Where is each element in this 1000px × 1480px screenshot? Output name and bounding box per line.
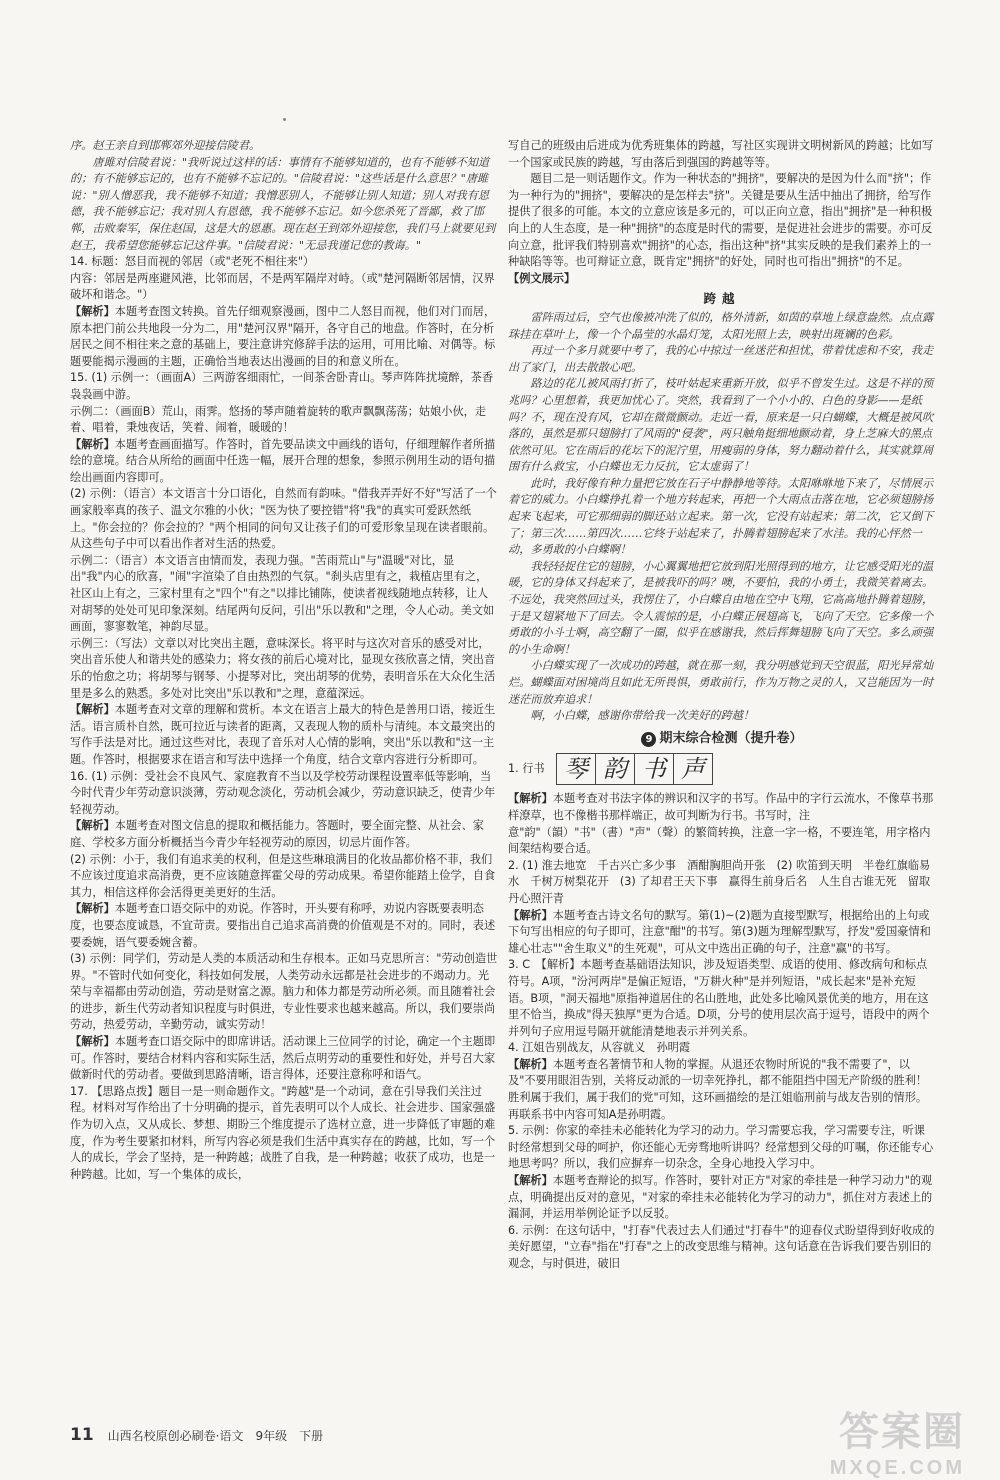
scan-speck: [283, 118, 286, 121]
answer-15-1: 15. (1) 示例一：（画面A）三两游客细雨忙，一间茶舍卧青山。琴声阵阵扰境醉，茶香袅袅画中游。: [70, 371, 494, 401]
paragraph: 写自己的班级由后进成为优秀班集体的跨越，写社区实现讲文明树新风的跨越；比如写一个国家或民族的跨越，写由落后到强国的跨越等等。: [508, 139, 934, 169]
section-title: 期末综合检测（提升卷）: [659, 730, 803, 746]
example-label: 【例文展示】: [508, 271, 576, 285]
answer-15-4: 示例二：（语言）本文语言由情而发，表现力强。"苦雨荒山"与"温暖"对比，显出"我"内心的欣喜，"闹"字渲染了自由热烈的气氛。"刹头店里有之，栽植店里有之，社区山上有之，三家村里有之"四个"有之"以排比铺陈，使读者视线随地点转移，让人对胡琴的处处可见印象深刻。结尾两句反问，引出"乐以教和"之理，令人心动。美文如画面，寥寥数笔，神韵尽显。: [70, 553, 495, 634]
analysis-16b: 【解析】本题考查口语交际中的劝说。作答时，开头要有称呼，劝说内容既要表明态度，也要态度诚恳，不宜苛责。要指出自己追求高消费的价值观是不对的。同时，表述要委婉，语气要委婉含蓄。: [70, 902, 496, 949]
analysis-16: 【解析】本题考查对图文信息的提取和概括能力。答题时，要全面完整、从社会、家庭、学校多方面分析概括当今青少年轻视劳动的原因，切忌片面作答。: [70, 819, 484, 849]
analysis-15: 【解析】本题考查画面描写。作答时，首先要品读文中画线的语句，仔细理解作者所描绘的意境。结合从所给的画面中任选一幅，展开合理的想象，参照示例用生动的语句描绘出画面内容即可。: [70, 437, 496, 484]
essay-title: 跨越: [703, 291, 741, 307]
answer-15-5: 示例三：（写法）文章以对比突出主题，意味深长。将平时与这次对音乐的感受对比，突出音乐使人和谐共处的感染力；将女孩的前后心境对比，显现女孩欣喜之情，突出音乐的怡愈之功；将胡琴与钢琴、小提琴对比，突出胡琴的优势，表明音乐在大众化生活里是多么的熟悉。多处对比突出"乐以教和"之理，意蕴深远。: [70, 636, 496, 700]
essay-paragraph: 我轻轻捉住它的翅膀，小心翼翼地把它放到阳光照得到的地方，让它感受阳光的温暖，它的身体又抖起来了，是被我吓的吗？噢，不要怕，我的小勇士，我微笑着离去。不远处，我突然回过头，我愣住了，小白蝶自由地在空中飞翔，它高高地扑腾着翅膀，于是又翅紧地下了回去。令人震惊的是，小白蝶正展翅高飞，飞向了天空。它多像一个勇敢的小斗士啊，高空翻了一圈，似乎在感谢我，然后挥舞翅膀飞向了天空。多么顽强的小生命啊！: [508, 559, 934, 656]
left-column: [70, 138, 498, 1183]
calligraphy-char: 声: [681, 755, 705, 784]
essay-paragraph: 此时，我好像有种力量把它放在石子中静静地等待。太阳咻咻地下来了，尽情展示着它的威力。小白蝶挣扎着一个地方转起来，再把一个大雨点击落在地，它必须翅膀扬起来飞起来，可它那细弱的脚还站立起来。第一次，它没有站起来；第二次，它又倒下了；第三次……第四次……它终于站起来了，扑腾着翅膀起来了水洼。我的心怦然一动，多勇敢的小白蝶啊！: [508, 476, 934, 557]
calligraphy-box: [556, 753, 713, 785]
translation-paragraph: 序。赵王亲自到邯郸郊外迎接信陵君。: [70, 139, 261, 152]
calligraphy-char: 琴: [557, 754, 596, 784]
answer-14: 14. 标题：怒目而视的邻居（或"老死不相往来"）: [70, 255, 315, 269]
answer-5: 5. 示例：你家的牵挂未必能转化为学习的动力。学习需要忘我，学习需要专注，听课时经常想到父母的呵护，你还能心无旁骛地听讲吗？经常想到父母的叮嘱，你还能专心地思考吗？所以，我们应摒弃一切杂念，全身心地投入学习中。: [508, 1124, 934, 1171]
essay-paragraph: 小白蝶实现了一次成功的跨越，就在那一刻，我分明感觉到天空很蓝，阳光异常灿烂。蝴蝶面对困境尚且如此无所畏惧，勇敢前行，作为万物之灵的人，又岂能因为一时迷茫而放弃追求！: [508, 659, 934, 706]
section-number-badge: 9: [641, 732, 656, 747]
analysis-15b: 【解析】本题考查对文章的理解和赏析。本文在语言上最大的特色是善用口语，接近生活。语言质朴自然，既可拉近与读者的距离，又表现人物的质朴与清纯。本文最突出的写作手法是对比。通过这些对比，表现了音乐对人心情的影响，突出"乐以教和"这一主题。作答时，根据要求在语言和写法中选择一个角度，结合文章内容进行分析即可。: [70, 703, 496, 766]
calligraphy-char: 韵: [596, 754, 635, 784]
analysis-1: 【解析】本题考查对书法字体的辨识和汉字的书写。作品中的字行云流水，不像草书那样潦草，也不像楷书那样端正，故可判断为行书。书写时，注意"韵"（韻）"书"（書）"声"（聲）的繁简转换，注意一字一格，不要连笔，用字格内间架结构要合适。: [508, 792, 934, 856]
watermark-main: 答案圈: [839, 1410, 965, 1454]
answer-6: 6. 示例：在这句话中，"打春"代表过去人们通过"打春牛"的迎春仪式盼望得到好收成的美好愿望，"立春"指在"打春"之上的改变思维与精神。这句话意在告诉我们要告别旧的观念，与时俱进，破旧: [508, 1223, 935, 1270]
analysis-14: 【解析】本题考查图文转换。首先仔细观察漫画，图中二人怒目而视，他们对门而居，原本把门前公共地段一分为二，用"楚河汉界"隔开，各守自己的地盘。作答时，在分析居民之间不相往来之意的基础上，要注意讲究修辞手法的运用，可用比喻、对偶等。标题要能揭示漫画的主题，正确恰当地表达出漫画的目的和意义所在。: [70, 304, 496, 368]
answer-16-3: (3) 示例：同学们，劳动是人类的本质活动和生存根本。正如马克思所言："劳动创造世界。"不管时代如何变化，科技如何发展，人类劳动永远都是社会进步的不竭动力。光荣与幸福都由劳动创造，劳动是财富之源。脑力和体力都是劳动所必须。而且随着社会的进步，新生代劳动者知识程度与时俱进，专业性要求也越来越高。所以，我们要崇尚劳动，热爱劳动，辛勤劳动，诚实劳动！: [70, 952, 498, 1032]
essay-paragraph: 雷阵雨过后，空气也像被冲洗了似的，格外清新，如茵的草地上绿意盎然。点点露珠挂在草叶上，像一个个晶莹的水晶灯笼，太阳光照上去，映射出斑斓的色彩。: [508, 310, 934, 341]
answer-16-2: (2) 示例：小于，我们有追求美的权利，但是这些琳琅满目的化妆品都价格不菲，我们不应该过度追求高消费，更不应该随意挥霍父母的劳动成果。希望你能踏上俭学，自食其力，相信这样你会活得更美更好的生活。: [70, 852, 496, 899]
analysis-4: 【解析】本题考查名著情节和人物的掌握。从退还农物时所说的"我不需要了"，以及"不要用眼泪告别，关将反动派的一切幸死挣扎，都不能阻挡中国无产阶级的胜利！胜利属于我们，属于我们的党"可知，这环画描绘的是江姐临刑前与战友告别的情形。再联系书中内容可知A是孙明霞。: [508, 1057, 928, 1121]
watermark-logo: [830, 1400, 965, 1480]
analysis-2: 【解析】本题考查古诗文名句的默写。第(1)~(2)题为直接型默写，根据给出的上句或下句写出相应的句子即可，注意"酣"的书写。第(3)题为理解型默写，抒发"爱国豪情和雄心壮志""舍生取义"的生死观"，可从文中选出正确的句子，注意"赢"的书写。: [508, 908, 931, 955]
answer-15-3: (2) 示例：（语言）本文语言十分口语化，自然而有韵味。"借我弄弄好不好"写活了一个画家般率真的孩子、温文尔雅的小伙；"医为快了要控错"将"我"的真实可爱跃然纸上。"你会拉的？你会拉的？"两个相同的问句又让孩子们的可爱形象呈现在读者眼前。从这些句子中可以看出作者对生活的热爱。: [70, 487, 497, 551]
calligraphy-char: 书: [635, 754, 674, 784]
essay-paragraph: 再过一个多月就要中考了，我的心中掠过一丝迷茫和担忧，带着忧虑和不安，我走出了家门，出去散散心吧。: [508, 344, 934, 374]
answer-16-1: 16. (1) 示例：受社会不良风气、家庭教育不当以及学校劳动课程设置率低等影响，当今时代青少年劳动意识淡薄，劳动观念淡化，劳动机会减少，劳动意识缺乏，使青少年轻视劳动。: [70, 769, 496, 816]
answer-17: 17. 【思路点拨】题目一是一则命题作文。"跨越"是一个动词，意在引导我们关注过程。材料对写作给出了十分明确的提示，首先表明可以个人成长、社会进步、国家强盛作为切入点，又从成长、梦想、期盼三个维度提示了选材立意，进一步降低了审题的难度，作为考生要紧扣材料，所写内容必须是我们生活中真实存在的跨越，比如，写一个人的成长，学会了坚持，是一种跨越；战胜了自我，是一种跨越；收获了成功，也是一种跨越。比如，写一个集体的成长，: [70, 1084, 496, 1181]
paragraph: 题目二是一则话题作文。作为一种状态的"拥挤"，要解决的是因为什么而"挤"；作为一种行为的"拥挤"，要解决的是怎样去"挤"。关键是要从生活中抽出了拥挤，给写作提供了很多的可能。本文的立意应该是多元的，可以正向立意，指出"拥挤"是一种积极向上的人生态度，是一种"拥挤"的态度是时代的需要，是促进社会进步的需要。亦可反向立意，批评我们特别喜欢"拥挤"的心态，指出这种"挤"其实反映的是我们素养上的一种缺陷等等。也可辩证立意，既肯定"拥挤"的好处，同时也可指出"拥挤"的不足。: [508, 172, 933, 269]
answer-2: 2. (1) 淮去地宽 千古兴亡多少事 酒酣胸胆尚开张 (2) 吹笛到天明 半卷红旗临易水 千树万树梨花开 (3) 了却君王天下事 赢得生前身后名 人生自古谁无死 留取丹心照汗青: [508, 858, 931, 905]
page-number: 11: [70, 1425, 94, 1445]
answer-14-content: 内容：邻居是两座避风港，比邻而居，不是两军隔岸对峙。（或"楚河隔断邻居情，汉界破坏和谐念。"）: [70, 271, 495, 302]
essay-paragraph: 路边的花儿被风雨打折了，枝叶姑起来重新开放，似乎不曾发生过。这是不祥的预兆吗？心里想着，我更加忧心了。突然，我看到了一个小小的、白色的身影——是纸吗？不，现在没有风，它却在微微颤动。走近一看，原来是一只白蝴蝶，大概是被风吹落的，虽然是那只翅膀打了风雨的"侵袭"，两只触角挺细地颤动着，身上芝麻大的黑点依然可见。它在雨后的花坛下的泥泞里，用瘦弱的身体，努力翻动着什么，其实就算周围有什么救宝，小白蝶也无力反抗，它太虚弱了！: [508, 377, 934, 474]
analysis-16c: 【解析】本题考查口语交际中的即席讲话。活动课上三位同学的讨论，确定一个主题即可。作答时，要结合材料内容和实际生活，然后点明劳动的重要性和好处，并号召大家做新时代的劳动者。要做到思路清晰，语言得体，还要注意称呼和语气。: [70, 1035, 496, 1082]
answer-3: 3. C 【解析】本题考查基础语法知识，涉及短语类型、成语的使用、修改病句和标点符号。A项，"汾河两岸"是偏正短语，"万耕火种"是并列短语，"成长起来"是补充短语。B项，"洞天福地"原指神道居住的名山胜地，此处多比喻风景优美的地方，用在这里不恰当，换成"得天独厚"更为合适。D项，分号的使用层次高于逗号，语段中的两个并列句子应用逗号隔开就能清楚地表示并列关系。: [508, 958, 930, 1038]
calligraphy-answer: [508, 753, 936, 785]
page-footer: [70, 1425, 323, 1445]
answer-4: 4. 江姐告别战友，从容就义 孙明霞: [508, 1041, 691, 1055]
analysis-label: 【解析】: [70, 304, 115, 318]
section-heading: [508, 731, 936, 748]
analysis-5: 【解析】本题考查辩论的拟写。作答时，要针对正方"对家的牵挂是一种学习动力"的观点，明确提出反对的意见，"对家的牵挂未必能转化为学习的动力"，抓住对方表述上的漏洞，并运用举例论证予以反驳。: [508, 1174, 933, 1221]
answer-15-2: 示例二：（画面B）荒山，雨霁。悠扬的琴声随着旋转的歌声飘飘荡荡；姑娘小伙，走着、唱着，秉烛夜话，笑着、闹着，暖暖的！: [70, 404, 487, 435]
translation-paragraph: 唐雎对信陵君说："我听说过这样的话：事情有不能够知道的，也有不能够不知道的；有不能够忘记的，也有不能够不忘记的。"信陵君说："这些话是什么意思？"唐雎说："别人憎恶我，我不能够不知道；我憎恶别人，不能够让别人知道；别人对我有恩德，我不能够忘记；我对别人有恩德，我不能够不忘记。如今您杀死了晋鄙，救了邯郸，击败秦军，保住赵国，这是大的恩惠。现在赵王到郊外迎接您，我们马上就要见到赵王，我希望您能够忘记这件事。"信陵君说："无忌我谨记您的教诲。": [70, 155, 496, 252]
watermark-sub: MXQE.COM: [829, 1457, 965, 1479]
essay-paragraph: 啊，小白蝶，感谢你带给我一次美好的跨越！: [530, 709, 755, 723]
book-title: 山西名校原创必刷卷·语文 9年级 下册: [107, 1429, 324, 1443]
answer-1-label: 1. 行书: [508, 762, 545, 776]
right-column: [508, 138, 936, 1273]
